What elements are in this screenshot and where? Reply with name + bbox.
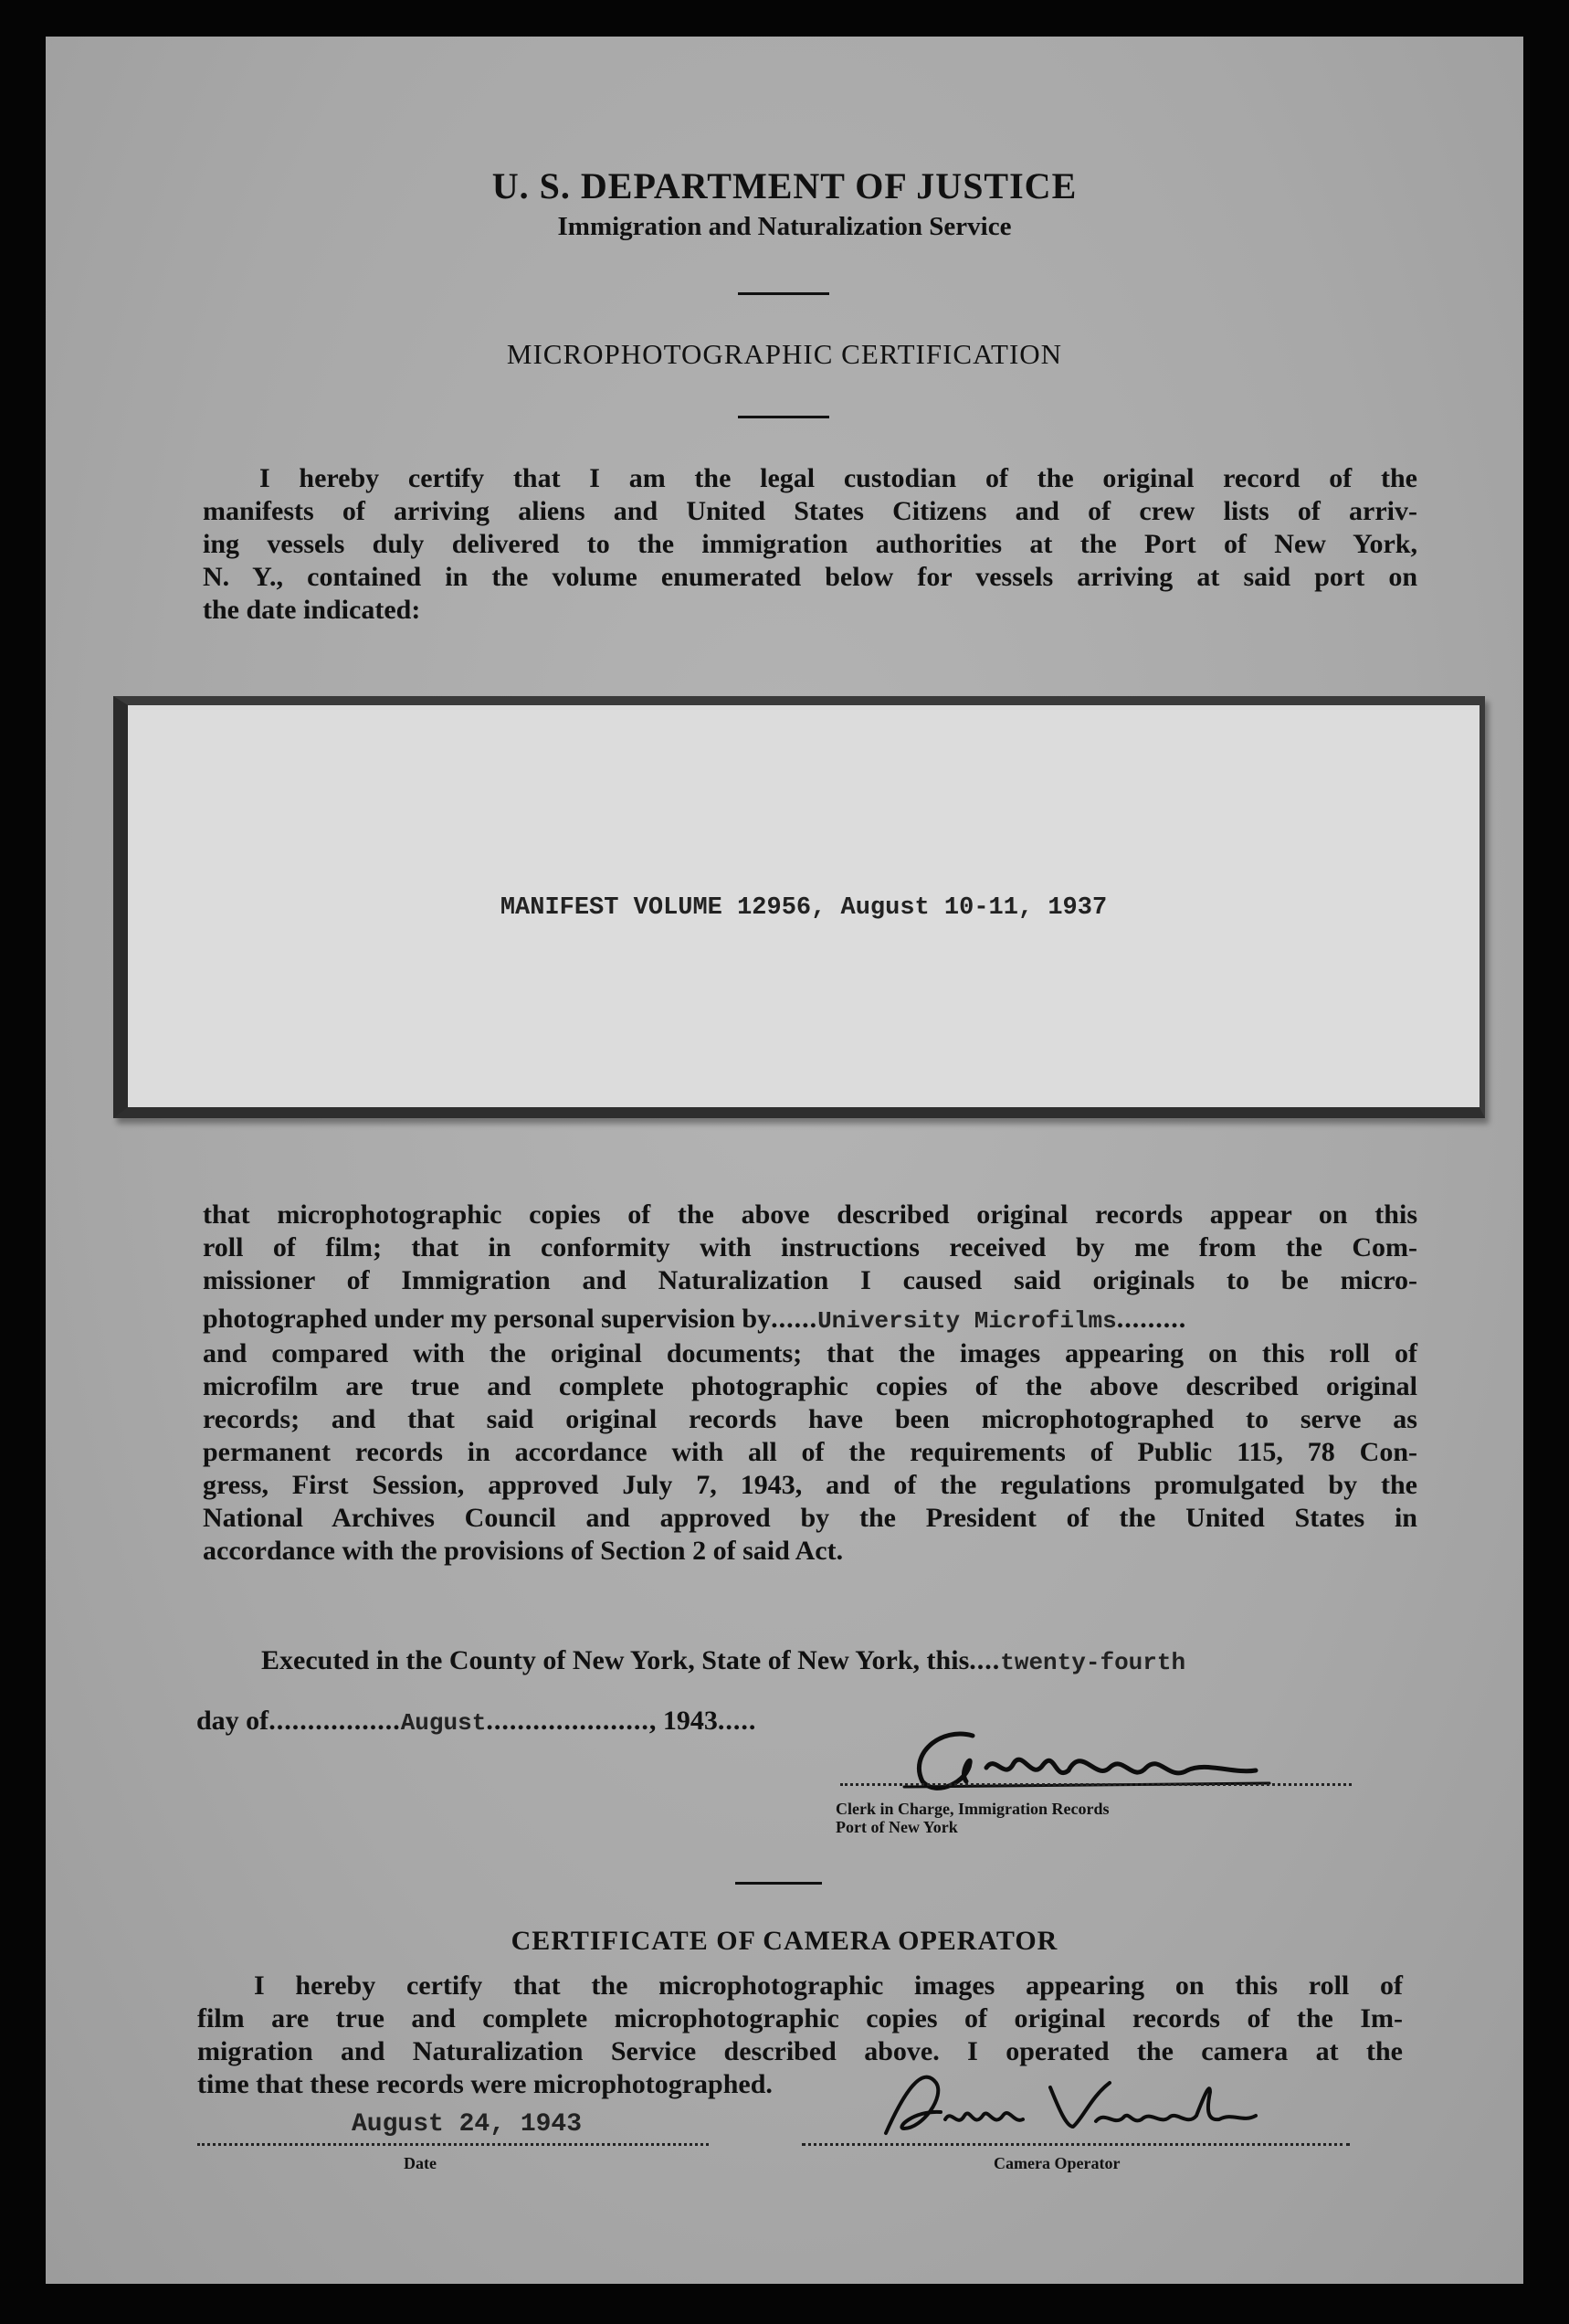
clerk-signature bbox=[886, 1717, 1361, 1800]
certification-title: MICROPHOTOGRAPHIC CERTIFICATION bbox=[506, 338, 1063, 370]
execution-line: Executed in the County of New York, State of New York, this....twenty-fourth bbox=[261, 1645, 1186, 1676]
day-of-line: day of.................August....................., 1943..... bbox=[196, 1706, 757, 1737]
camera-operator-signature bbox=[849, 2055, 1343, 2147]
body-paragraph bbox=[203, 1199, 1417, 1568]
body-line: that microphotographic copies of the above described original records appear on this bbox=[203, 1199, 1417, 1230]
manifest-volume-card bbox=[113, 696, 1485, 1118]
body-line: and compared with the original documents; that the images appearing on this roll of bbox=[203, 1338, 1417, 1368]
body-line: accordance with the provisions of Section 2 of said Act. bbox=[203, 1536, 844, 1566]
divider-rule-3 bbox=[735, 1882, 822, 1885]
body-line: microfilm are true and complete photographic copies of the above described original bbox=[203, 1371, 1417, 1401]
intro-line: N. Y., contained in the volume enumerated below for vessels arriving at said port on bbox=[203, 562, 1417, 592]
clerk-title-line1: Clerk in Charge, Immigration Records bbox=[836, 1800, 1110, 1818]
clerk-title bbox=[836, 1800, 1109, 1836]
body-line: permanent records in accordance with all of the requirements of Public 115, 78 Con- bbox=[203, 1437, 1417, 1467]
camera-operator-label: Camera Operator bbox=[994, 2154, 1121, 2172]
operator-line: migration and Naturalization Service described above. I operated the camera at the bbox=[197, 2036, 1403, 2066]
camera-operator-line bbox=[802, 2143, 1350, 2146]
intro-line: I hereby certify that I am the legal custodian of the original record of the bbox=[259, 463, 1417, 493]
operator-line: I hereby certify that the microphotographic images appearing on this roll of bbox=[254, 1970, 1403, 2001]
supervision-value: University Microfilms bbox=[817, 1307, 1117, 1335]
clerk-title-line2: Port of New York bbox=[836, 1818, 958, 1836]
department-heading: U. S. DEPARTMENT OF JUSTICE bbox=[491, 165, 1078, 206]
manifest-volume-text: MANIFEST VOLUME 12956, August 10-11, 1937 bbox=[500, 894, 1108, 922]
supervision-prefix: photographed under my personal supervision by bbox=[203, 1304, 772, 1334]
intro-line: ing vessels duly delivered to the immigration authorities at the Port of New York, bbox=[203, 529, 1417, 559]
supervision-line: photographed under my personal supervision by......University Microfilms......... bbox=[203, 1304, 1187, 1335]
operator-line: film are true and complete microphotographic copies of original records of the Im- bbox=[197, 2003, 1403, 2034]
body-line: National Archives Council and approved by the President of the United States in bbox=[203, 1503, 1417, 1533]
body-line: gress, First Session, approved July 7, 1943, and of the regulations promulgated by the bbox=[203, 1470, 1417, 1500]
date-line bbox=[197, 2143, 709, 2146]
body-line: missioner of Immigration and Naturalization I caused said originals to be micro- bbox=[203, 1265, 1417, 1295]
body-line: records; and that said original records have been microphotographed to serve as bbox=[203, 1404, 1417, 1434]
operator-line: time that these records were microphotographed. bbox=[197, 2069, 773, 2099]
day-of-label: day of bbox=[196, 1706, 269, 1736]
certificate-sheet bbox=[46, 37, 1523, 2284]
year-text: , 1943 bbox=[648, 1706, 718, 1736]
body-line: roll of film; that in conformity with instructions received by me from the Com- bbox=[203, 1232, 1417, 1262]
intro-line: the date indicated: bbox=[203, 595, 421, 625]
month-value: August bbox=[400, 1709, 487, 1737]
execution-prefix: Executed in the County of New York, State of New York, this bbox=[261, 1645, 970, 1675]
intro-paragraph bbox=[203, 462, 1417, 627]
operator-date-value: August 24, 1943 bbox=[352, 2110, 583, 2139]
execution-day-value: twenty-fourth bbox=[1000, 1649, 1186, 1676]
operator-heading: CERTIFICATE OF CAMERA OPERATOR bbox=[511, 1926, 1058, 1956]
intro-line: manifests of arriving aliens and United States Citizens and of crew lists of arriv- bbox=[203, 496, 1417, 526]
service-subheading: Immigration and Naturalization Service bbox=[557, 212, 1012, 241]
date-label: Date bbox=[404, 2154, 437, 2172]
clerk-signature-line bbox=[840, 1783, 1352, 1786]
divider-rule-2 bbox=[738, 416, 829, 418]
divider-rule-1 bbox=[738, 292, 829, 295]
